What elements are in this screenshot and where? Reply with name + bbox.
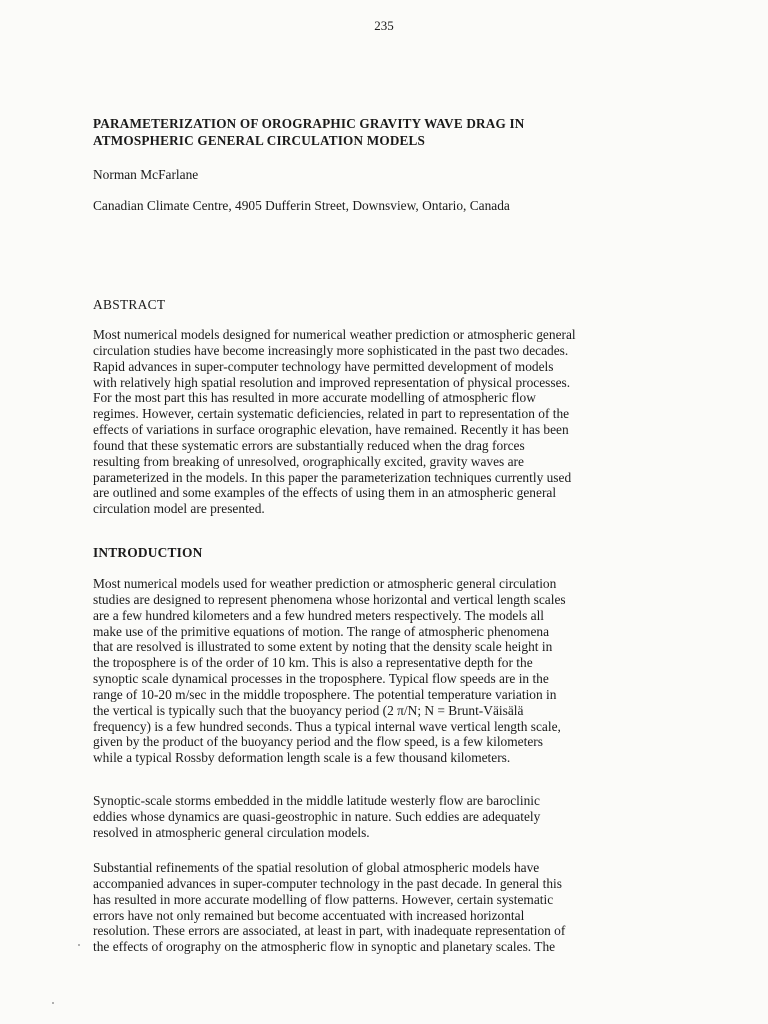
text-line: errors have not only remained but become accentuated with increased horizontal [93, 907, 525, 923]
text-line: that are resolved is illustrated to some extent by noting that the density scale height in [93, 639, 553, 655]
text-line: the vertical is typically such that the buoyancy period (2 π/N; N = Brunt-Väisälä [93, 702, 524, 718]
text-line: resolution. These errors are associated, at least in part, with inadequate representation of [93, 923, 566, 939]
text-line: parameterized in the models. In this paper the parameterization techniques currently used [93, 469, 572, 485]
text-line: regimes. However, certain systematic deficiencies, related in part to representation of the [93, 406, 570, 422]
text-line: are outlined and some examples of the effects of using them in an atmospheric general [93, 485, 557, 501]
text-line: found that these systematic errors are substantially reduced when the drag forces [93, 437, 525, 453]
text-line: are a few hundred kilometers and a few hundred meters respectively. The models all [93, 607, 545, 623]
page-number: 235 [374, 18, 394, 33]
abstract-paragraph [93, 327, 675, 517]
text-line: while a typical Rossby deformation length scale is a few thousand kilometers. [93, 750, 511, 766]
text-line: frequency) is a few hundred seconds. Thus a typical internal wave vertical length scale, [93, 718, 561, 734]
text-line: Most numerical models designed for numerical weather prediction or atmospheric general [93, 327, 576, 342]
text-line: resolved in atmospheric general circulation models. [93, 824, 370, 840]
author-name: Norman McFarlane [93, 167, 199, 182]
title-line: ATMOSPHERIC GENERAL CIRCULATION MODELS [93, 133, 426, 148]
text-line: accompanied advances in super-computer technology in the past decade. In general this [93, 875, 562, 891]
text-line: with relatively high spatial resolution and improved representation of physical processes. [93, 374, 571, 390]
abstract-heading: ABSTRACT [93, 297, 166, 312]
text-line: Rapid advances in super-computer technology have permitted development of models [93, 358, 554, 374]
text-line: has resulted in more accurate modelling of flow patterns. However, certain systematic [93, 891, 554, 907]
paper-title [93, 115, 693, 149]
text-line: the effects of orography on the atmospheric flow in synoptic and planetary scales. The [93, 939, 556, 955]
text-line: eddies whose dynamics are quasi-geostrophic in nature. Such eddies are adequately [93, 808, 541, 824]
text-line: Synoptic-scale storms embedded in the middle latitude westerly flow are baroclinic [93, 793, 540, 808]
text-line: given by the product of the buoyancy period and the flow speed, is a few kilometers [93, 734, 543, 750]
introduction-paragraph-1 [93, 576, 675, 766]
text-line: circulation model are presented. [93, 501, 265, 517]
scan-speck [78, 944, 80, 946]
text-line: the troposphere is of the order of 10 km. This is also a representative depth for the [93, 655, 533, 671]
text-line: effects of variations in surface orographic elevation, have remained. Recently it has been [93, 422, 569, 438]
author-affiliation: Canadian Climate Centre, 4905 Dufferin Street, Downsview, Ontario, Canada [93, 198, 510, 213]
scan-speck [52, 1002, 54, 1004]
introduction-heading: INTRODUCTION [93, 545, 203, 560]
text-line: Most numerical models used for weather prediction or atmospheric general circulation [93, 576, 557, 591]
text-line: range of 10-20 m/sec in the middle troposphere. The potential temperature variation in [93, 686, 557, 702]
title-line: PARAMETERIZATION OF OROGRAPHIC GRAVITY WAVE DRAG IN [93, 116, 525, 131]
text-line: For the most part this has resulted in more accurate modelling of atmospheric flow [93, 390, 536, 406]
text-line: circulation studies have become increasingly more sophisticated in the past two decades. [93, 342, 569, 358]
text-line: make use of the primitive equations of motion. The range of atmospheric phenomena [93, 623, 550, 639]
text-line: resulting from breaking of unresolved, orographically excited, gravity waves are [93, 453, 524, 469]
text-line: Substantial refinements of the spatial resolution of global atmospheric models have [93, 860, 540, 875]
text-line: studies are designed to represent phenomena whose horizontal and vertical length scales [93, 591, 566, 607]
introduction-paragraph-3 [93, 860, 675, 955]
text-line: synoptic scale dynamical processes in the troposphere. Typical flow speeds are in the [93, 671, 549, 687]
introduction-paragraph-2 [93, 793, 675, 841]
